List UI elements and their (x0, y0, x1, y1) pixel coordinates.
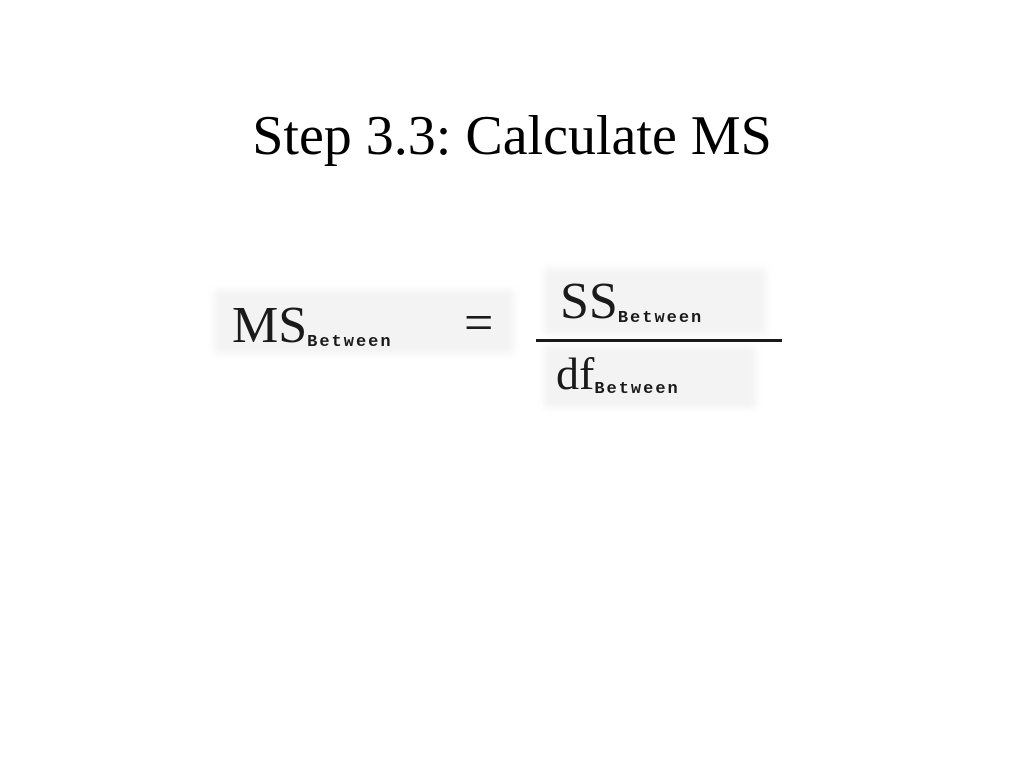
formula-numerator (560, 272, 703, 332)
denominator-main-symbol: df (556, 348, 595, 399)
lhs-subscript: Between (307, 333, 393, 352)
formula-lhs (232, 296, 393, 356)
fraction-bar (536, 339, 782, 342)
numerator-main-symbol: SS (560, 273, 618, 330)
ms-between-formula-image (214, 266, 786, 410)
lhs-main-symbol: MS (232, 297, 308, 354)
denominator-subscript: Between (594, 380, 680, 399)
slide-title: Step 3.3: Calculate MS (252, 105, 772, 167)
equals-sign: = (464, 295, 494, 352)
formula-denominator (556, 344, 680, 404)
numerator-subscript: Between (617, 309, 704, 328)
